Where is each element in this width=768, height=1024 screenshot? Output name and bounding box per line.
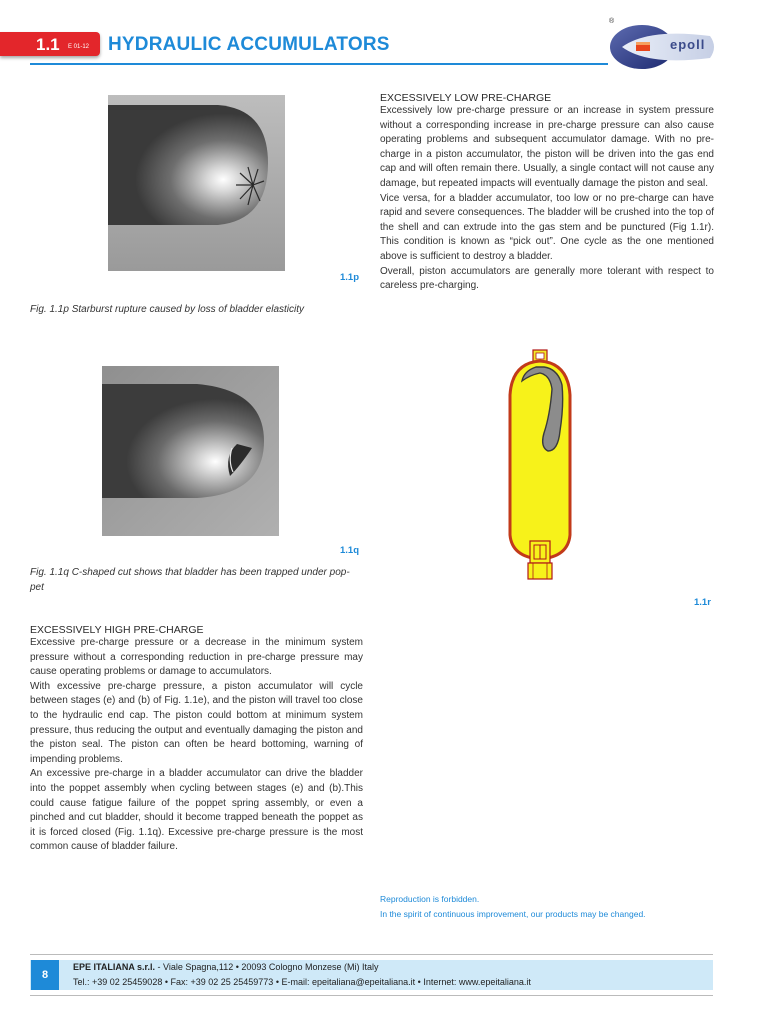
registered-mark: ® [609,18,615,25]
paragraph: An excessive pre-charge in a bladder accumulator can drive the bladder into the poppet assembly when cycling between stages (e) and (b).This could cause fatigue failure of the poppet spring assembly, or even a pinched and cut bladder, should it become trapped beneath the poppet as it is forced closed (Fig. 1.1q). Excessive pre-charge pressure is the most common cause of bladder failure. [30,768,363,853]
copyright-notice [380,892,646,922]
low-precharge-section [380,92,714,294]
page-title: HYDRAULIC ACCUMULATORS [108,34,390,55]
company-address: - Viale Spagna,112 • 20093 Cologno Monzese (Mi) Italy [155,962,379,972]
paragraph: Vice versa, for a bladder accumulator, too low or no pre-charge can have rapid and severe consequences. The bladder will be crushed into the top of the shell and can extrude into the gas stem and be punctured (Fig 1.1r). This condition is known as “pick out”. One cycle as the one mentioned above is sufficient to destroy a bladder. [380,192,714,262]
footer-rule [30,954,713,955]
logo-text: epoll [670,37,706,52]
figure-tag: 1.1r [694,597,711,608]
figure-caption: Fig. 1.1p Starburst rupture caused by loss of bladder elasticity [30,304,305,315]
notice-line: Reproduction is forbidden. [380,894,480,904]
paragraph: Excessive pre-charge pressure or a decrease in the minimum system pressure without a corresponding reduction in pre-charge pressure may cause operating problems or damage to accumulators. [30,637,363,678]
notice-line: In the spirit of continuous improvement, our products may be changed. [380,909,646,919]
paragraph: With excessive pre-charge pressure, a piston accumulator will cycle between stages (e) and (b) of Fig. 1.1e), and the piston will travel too close to the hydraulic end cap. The piston could bottom at minimum system pressure, thus reducing the output and eventually damaging the piston and the piston seal. The piston can often be heard bottoming, warning of impending problems. [30,680,363,765]
figure-1-1p-photo [108,95,285,271]
section-number: 1.1 [36,35,60,54]
header-rule [30,63,608,65]
company-name: EPE ITALIANA s.r.l. [73,962,156,972]
section-heading: EXCESSIVELY HIGH PRE-CHARGE [30,624,204,636]
figure-tag: 1.1q [340,545,360,556]
high-precharge-section [30,624,363,855]
paragraph: Overall, piston accumulators are generally more tolerant with respect to careless pre-charging. [380,265,714,292]
footer-company-line [73,962,378,972]
figure-1-1q-photo [102,366,279,536]
figure-1-1r-drawing [500,345,580,585]
figure-tag: 1.1p [340,272,360,283]
section-code: E 01-12 [68,44,90,50]
section-heading: EXCESSIVELY LOW PRE-CHARGE [380,92,552,104]
figure-caption: Fig. 1.1q C-shaped cut shows that bladder has been trapped under pop- pet [30,567,350,593]
paragraph: Excessively low pre-charge pressure or an increase in system pressure without a corresponding increase in pre-charge pressure can also cause operating problems and subsequent accumulator damage. With no pre-charge in a piston accumulator, the piston will be driven into the gas end cap and will often remain there. Usually, a single contact will not cause any damage, but repeated impacts will eventually damage the piston and seal. [380,105,714,189]
footer-contacts: Tel.: +39 02 25459028 • Fax: +39 02 25 25459773 • E-mail: epeitaliana@epeitaliana.it • Internet: www.epeitaliana.it [73,977,531,987]
footer-rule [30,995,713,996]
page-number: 8 [31,960,59,990]
